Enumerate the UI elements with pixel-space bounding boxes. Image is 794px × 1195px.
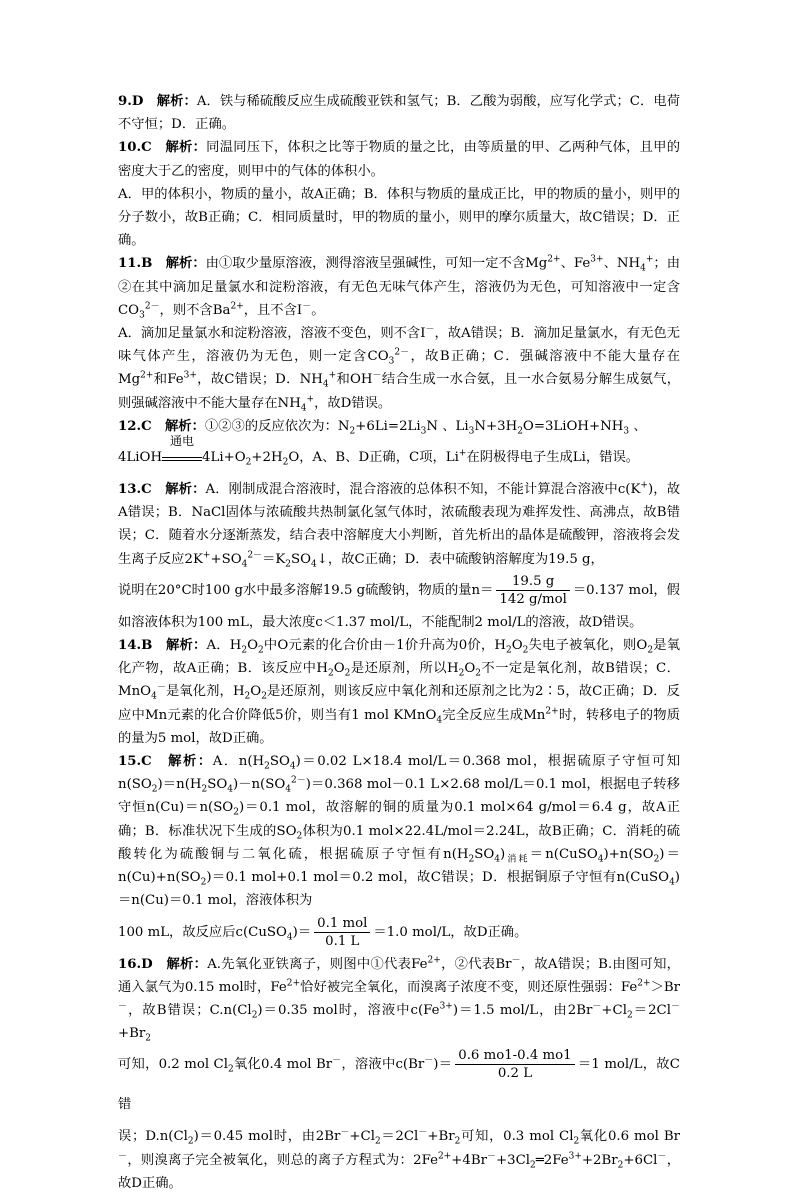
sup: 2+ [637, 978, 651, 989]
answer-16 [118, 953, 680, 1046]
sub: 4 [289, 761, 296, 772]
sub: 4 [436, 715, 443, 726]
sub: 2 [258, 645, 264, 656]
t: 可知，0.3 mol Cl [460, 1129, 574, 1145]
answer-13-fraction-line [118, 571, 680, 611]
sup: － [372, 371, 382, 382]
t: 不一定是氧化剂，故B错误；C．MnO [118, 661, 680, 700]
sub: 2 [241, 645, 248, 656]
t: )＝0.45 mol时，由2Br [193, 1129, 341, 1145]
t: A．滴加足量氯水和淀粉溶液，溶液不变色，则不含I [118, 326, 426, 342]
answer-12 [118, 415, 680, 438]
numerator: 19.5 g [496, 573, 569, 591]
t: SO [269, 754, 290, 770]
t: +2H [251, 450, 283, 466]
t: ①②③的反应依次为：N [204, 418, 350, 434]
sup: + [306, 394, 315, 405]
sup: 2－ [247, 550, 263, 561]
t: ，溶液中c(Br [341, 1057, 425, 1073]
t: +6Cl [623, 1152, 658, 1168]
sub: 2 [233, 808, 239, 819]
t: ；由②在其中滴加足量氯水和淀粉溶液，有无色无味气体产生，溶液仍为无色，可知溶液中一定含CO [118, 256, 680, 318]
t: +Br [427, 1129, 455, 1145]
t: )＝0.1 mol，故溶解的铜的质量为0.1 mol×64 g/mol＝6.4 g，故A正确；B．标准状况下生成的SO [118, 800, 680, 839]
t: )＝0.35 mol时，溶液中c(Fe [257, 1002, 440, 1018]
sub: 2 [458, 668, 465, 679]
t: 完全反应生成Mn [442, 707, 546, 723]
sub: 2 [187, 1136, 194, 1147]
t: )＝1.5 mol/L，由2Br [452, 1002, 593, 1018]
answer-11 [118, 252, 680, 322]
t: )＝n(Cu)+n(SO [118, 846, 680, 886]
sup: 3+ [439, 1001, 453, 1012]
t: 氧化0.6 mol Br [579, 1129, 680, 1145]
sup: － [118, 1001, 128, 1012]
sup: 2－ [394, 347, 410, 358]
t: O [250, 684, 262, 700]
numerator: 0.6 mo1-0.4 mo1 [455, 1047, 574, 1065]
t: 是还原剂，则该反应中氧化剂和还原剂之比为2∶5，故C正确；D．反应中Mn元素的化合价降低5价，则当有1 mol KMnO [118, 684, 680, 723]
fraction [496, 573, 569, 608]
t: O，A、B、D正确，C项，Li [288, 450, 459, 466]
numerator: 0.1 mol [314, 915, 370, 933]
t: 、NH [603, 256, 641, 272]
t: 和Fe [153, 372, 184, 388]
t: 说明在20°C时100 g水中最多溶解19.5 g硫酸钠，物质的量n＝ [118, 582, 494, 598]
sub: 2 [374, 1136, 381, 1147]
t: A.先氧化亚铁离子，则图中①代表Fe [207, 956, 428, 972]
t: 100 mL，故反应后c(CuSO [118, 924, 287, 940]
t: ，故D正确。 [118, 1152, 680, 1191]
denominator: 0.1 L [325, 933, 360, 949]
t: 4Li+O [202, 450, 246, 466]
t: SO [207, 777, 228, 793]
t: 误；D.n(Cl [118, 1129, 188, 1145]
t: O [247, 638, 259, 654]
t: 可知，0.2 mol Cl [118, 1057, 228, 1073]
t: A．H [206, 638, 242, 654]
t: )，故A错误；B．NaCl固体与浓硫酸共热制氯化氢气体时，浓硫酸表现为难挥发性、高沸点，故B错误；C．随着水分逐渐蒸发，结合表中溶解度大小判断，首先析出的晶体是硫酸钾，溶液将会发生离子反应2K [118, 482, 680, 567]
t: ＝1.0 mol/L，故D正确。 [373, 924, 528, 940]
t: 、 [629, 418, 647, 434]
t: +SO [210, 551, 242, 567]
t: )＝0.1 mol+0.1 mol＝0.2 mol，故C错误；D．根据铜原子守恒有n(CuSO [206, 870, 670, 886]
sub: 2 [653, 854, 660, 865]
sup: － [671, 1001, 681, 1012]
t: ，则不含Ba [159, 302, 231, 318]
t: +6Li=2Li [355, 418, 421, 434]
t: )＝0.02 L×18.4 mol/L＝0.368 mol，根据硫原子守恒可知n(SO [118, 754, 680, 793]
sup: + [640, 480, 648, 491]
electrolysis-arrow [162, 434, 202, 461]
t: O [333, 661, 345, 677]
sup: + [645, 255, 654, 265]
sub: 4 [640, 264, 646, 275]
answer-9-body: A．铁与稀硫酸反应生成硫酸亚铁和氢气；B．乙酸为弱酸，应写化学式；C．电荷不守恒；D．正确。 [118, 94, 680, 133]
denominator: 142 g/mol [499, 591, 567, 607]
t: +Cl [349, 1129, 375, 1145]
t: +4Br [451, 1152, 487, 1168]
answer-15-head: 15.C 解析： [118, 754, 213, 770]
t: ＝2Cl [632, 1002, 671, 1018]
t: ) [499, 846, 506, 862]
sub: 2 [296, 831, 303, 842]
t: ＝n(CuSO [529, 846, 598, 862]
sup: 2+ [427, 955, 441, 966]
t: ，故B正确；C．强碱溶液中不能大量存在Mg [118, 349, 680, 388]
answer-10-line: 同温同压下，体积之比等于物质的量之比，由等质量的甲、乙两种气体，且甲的密度大于乙的密度，则甲中的气体的体积小。 [118, 140, 681, 179]
sub: 2 [344, 668, 351, 679]
sup: － [332, 1055, 342, 1066]
answer-16-head: 16.D 解析： [118, 956, 208, 972]
answer-11-options [118, 322, 680, 415]
equals-sign [162, 457, 202, 461]
t: ，且不含I [243, 302, 303, 318]
answer-14-head: 14.B 解析： [118, 638, 207, 654]
t: 氧化0.4 mol Br [233, 1057, 333, 1073]
t: +2Br [581, 1152, 618, 1168]
electrolysis-label: 通电 [170, 434, 195, 449]
t: 中O元素的化合价由－1价升高为0价，H [263, 638, 506, 654]
t: ，故A错误；B．滴加足量氯水，有无色无味气体产生，溶液仍为无色，则一定含CO [118, 326, 680, 365]
t: ，故C错误；D．NH [196, 372, 323, 388]
sub: 2 [349, 426, 356, 437]
t: N 、Li [426, 418, 469, 434]
answer-12-head: 12.C 解析： [118, 418, 205, 434]
sup: － [340, 1127, 350, 1138]
t: 是氧化剂，H [165, 684, 245, 700]
t: A．刚制成混合溶液时，混合溶液的总体积不知，不能计算混合溶液中c(K [205, 482, 641, 498]
t: O=3LiOH+NH [522, 418, 624, 434]
t: )＝n(Cu)＝0.1 mol，溶液体积为 [118, 870, 680, 909]
fraction [455, 1047, 574, 1082]
t: A．n(H [212, 754, 265, 770]
sub: 4 [311, 559, 317, 570]
t: SO [474, 846, 495, 862]
t: ，故A错误；B.由图可知，通入氯气为0.15 mol时，Fe [118, 956, 680, 995]
t: SO [291, 551, 312, 567]
answer-10-head: 10.C 解析： [118, 140, 207, 156]
t: ＝K [262, 551, 286, 567]
sub: 2 [151, 784, 158, 795]
t: 失电子被氧化，则O [528, 638, 648, 654]
sub: 消耗 [505, 854, 530, 865]
sub: 2 [285, 559, 292, 570]
t: ↓，故C正确；D．表中硫酸钠溶解度为19.5 g， [316, 551, 604, 567]
sup: 2+ [437, 1151, 452, 1162]
sup: 2+ [545, 706, 559, 717]
sub: 4 [322, 380, 329, 391]
sup: 2+ [230, 301, 244, 312]
t: 是氧化产物，故A正确；B．该反应中H [118, 638, 681, 677]
sup: 2－ [290, 775, 306, 786]
answer-11-head: 11.B 解析： [118, 256, 206, 272]
t: )＝ [292, 924, 312, 940]
t: O [511, 638, 523, 654]
sub: 2 [505, 645, 512, 656]
t: ＞Br [650, 979, 680, 995]
sub: 2 [245, 457, 252, 468]
sup: － [118, 1151, 128, 1162]
t: )－n(SO [233, 777, 286, 793]
sub: 4 [227, 784, 233, 795]
sub: 4 [241, 559, 248, 570]
sub: 2 [522, 645, 529, 656]
t: 由①取少量原溶液，测得溶液呈强碱性，可知一定不含Mg [205, 256, 548, 272]
sub: 2 [261, 692, 267, 703]
sub: 2 [530, 1160, 536, 1171]
sup: － [511, 955, 521, 966]
t: ＝0.137 mol，假 [572, 582, 680, 598]
sub: 4 [286, 932, 293, 943]
sub: 2 [145, 1033, 152, 1044]
sub: 2 [264, 761, 270, 772]
sub: 2 [468, 854, 475, 865]
sup: － [424, 1055, 434, 1066]
sup: + [458, 448, 467, 459]
t: )＝ [433, 1057, 453, 1073]
sub: 3 [139, 310, 145, 321]
t: 是还原剂，所以H [350, 661, 459, 677]
t: ，②代表Br [440, 956, 512, 972]
t: 和OH [336, 372, 373, 388]
t: 。 [311, 302, 325, 318]
answer-9 [118, 90, 680, 136]
sup: － [425, 324, 435, 335]
answer-15-fraction-line [118, 913, 680, 953]
sup: － [592, 1001, 602, 1012]
answer-explanations [118, 90, 680, 1195]
sub: 2 [475, 668, 481, 679]
sub: 2 [227, 1064, 234, 1075]
t: +3Cl [495, 1152, 531, 1168]
t: ，故D错误。 [314, 395, 392, 411]
sub: 4 [494, 854, 500, 865]
answer-13 [118, 478, 680, 571]
t: )＝0.368 mol－0.1 L×2.68 mol/L＝0.1 mol，根据电子转移守恒n(Cu)＝n(SO [118, 777, 680, 816]
sub: 2 [454, 1136, 461, 1147]
sub: 2 [647, 645, 654, 656]
fraction [314, 915, 370, 950]
t: )+n(SO [603, 846, 654, 862]
sub: 4 [597, 854, 604, 865]
sub: 2 [201, 784, 208, 795]
sub: 2 [251, 1010, 258, 1021]
sub: 2 [573, 1136, 580, 1147]
answer-12-equation [118, 434, 680, 478]
answer-9-head: 9.D 解析： [118, 94, 197, 109]
sup: + [202, 550, 211, 561]
sub: 3 [623, 426, 630, 437]
sup: － [486, 1151, 496, 1162]
sup: － [418, 1127, 428, 1138]
sub: 4 [300, 403, 307, 414]
sub: 2 [517, 426, 523, 437]
sub: 4 [151, 692, 157, 703]
sup: 2+ [286, 978, 301, 989]
t: ＝1 mol/L，故C错 [118, 1057, 680, 1113]
denominator: 0.2 L [497, 1066, 533, 1082]
sup: 3+ [590, 255, 604, 265]
sub: 2 [200, 877, 207, 888]
t: ，则溴离子完全被氧化，则总的离子方程式为：2Fe [127, 1152, 438, 1168]
t: N+3H [474, 418, 518, 434]
t: 恰好被完全氧化，而溴离子浓度不变，则还原性强弱：Fe [300, 979, 638, 995]
answer-10-options: A．甲的体积小，物质的量小，故A正确；B．体积与物质的量成正比，甲的物质的量小，则甲的分子数小，故B正确；C．相同质量时，甲的物质的量小，则甲的摩尔质量大，故C错误；D．正确。 [118, 186, 680, 249]
sub: 3 [468, 426, 475, 437]
answer-16-fraction-line [118, 1045, 680, 1125]
sub: 3 [388, 356, 395, 367]
sup: 3+ [183, 371, 197, 382]
sup: － [657, 1151, 667, 1162]
t: +Cl [601, 1002, 627, 1018]
t: 体积为0.1 mol×22.4L/mol＝2.24L，故B正确；C．消耗的硫酸转化为硫酸铜与二氧化硫，根据硫原子守恒有n(H [118, 823, 680, 862]
t: O [464, 661, 476, 677]
t: ，故B错误；C.n(Cl [127, 1002, 252, 1018]
sub: 2 [626, 1010, 633, 1021]
answer-13-end: 如溶液体积为100 mL，最大浓度c＜1.37 mol/L，不能配制2 mol/L的溶液，故D错误。 [118, 614, 643, 630]
sup: 2+ [547, 255, 561, 265]
sub: 2 [617, 1160, 624, 1171]
sub: 2 [328, 668, 334, 679]
t: )＝n(H [157, 777, 202, 793]
sup: 2－ [144, 301, 160, 312]
sub: 3 [420, 426, 427, 437]
t: ═2Fe [535, 1152, 569, 1168]
answer-16-end [118, 1125, 680, 1195]
sup: 3+ [568, 1151, 582, 1162]
sup: － [156, 683, 166, 694]
t: 结合生成一水合氨，且一水合氨易分解生成氨气，则强碱溶液中不能大量存在NH [118, 372, 680, 411]
sup: + [328, 371, 337, 382]
answer-10 [118, 136, 680, 182]
t: 时，转移电子的物质的量为5 mol，故D正确。 [118, 707, 681, 746]
t: 4LiOH [118, 450, 163, 466]
answer-13-head: 13.C 解析： [118, 482, 206, 498]
sub: 4 [669, 877, 675, 888]
answer-15 [118, 750, 680, 912]
sup: 2+ [140, 371, 154, 382]
t: 在阴极得电子生成Li，错误。 [466, 450, 640, 466]
sup: － [302, 301, 312, 312]
answer-14 [118, 634, 680, 750]
sub: 2 [282, 457, 289, 468]
t: ＝2Cl [380, 1129, 419, 1145]
sub: 4 [285, 784, 291, 795]
t: +Br [118, 1026, 146, 1042]
sub: 2 [244, 692, 251, 703]
t: 、Fe [560, 256, 591, 272]
